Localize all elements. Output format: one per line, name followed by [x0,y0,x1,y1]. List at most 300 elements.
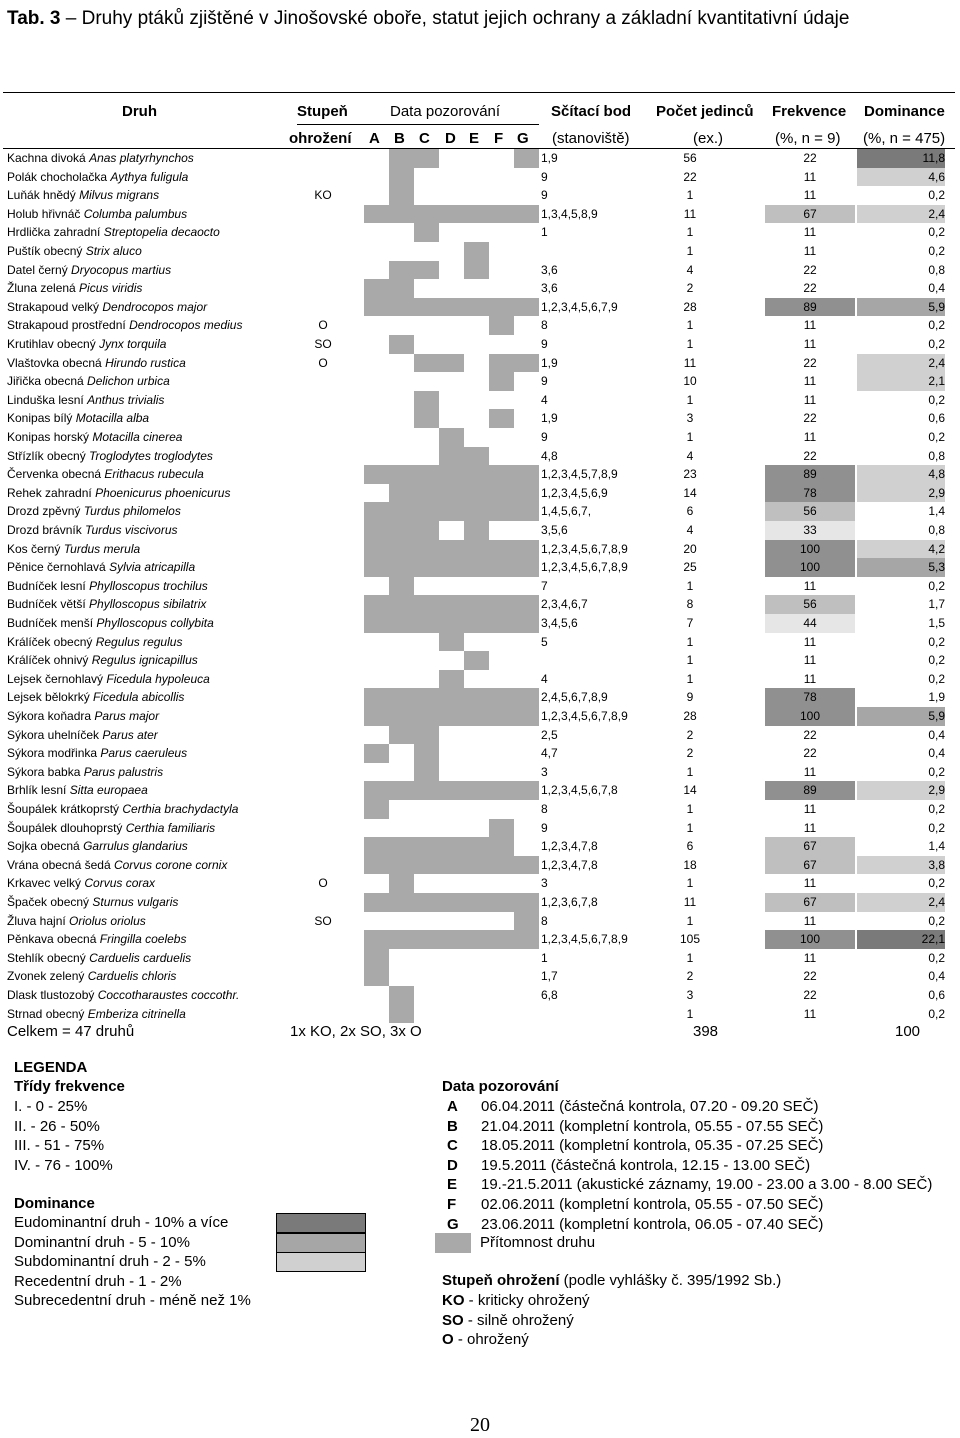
species-latin: Carduelis chloris [87,969,177,984]
count-points: 1 [541,225,548,240]
dominance-value: 0,6 [928,988,945,1002]
species-name [7,541,140,558]
presence-cell-c [414,688,439,707]
table-row [0,763,960,782]
presence-cell-c [414,763,439,782]
species-name [7,913,146,930]
species-czech: Sojka obecná [7,839,84,854]
count-points: 3 [541,764,548,779]
presence-cell-d [439,707,464,726]
presence-cell-c [414,409,439,428]
frequency-value: 11 [765,819,855,838]
presence-cell-f [489,930,514,949]
individual-count: 7 [686,616,694,630]
individual-count: 28 [683,299,697,314]
count-points: 1,2,3,4,5,7,8,9 [541,467,618,482]
species-czech: Linduška lesní [7,392,88,407]
presence-cell-g [514,558,539,577]
individual-count: 1 [686,653,694,668]
legend-frek-item: III. - 51 - 75% [14,1137,105,1155]
presence-cell-d [439,540,464,559]
individual-count: 28 [683,709,697,723]
legend-stupen-item: KO - kriticky ohrožený [442,1292,590,1309]
species-latin: Phylloscopus sibilatrix [89,597,207,612]
legend-date-value: 02.06.2011 (kompletní kontrola, 05.55 - 07.50 SEČ) [481,1196,824,1213]
presence-cell-g [514,781,539,800]
species-czech: Konipas horský [7,430,93,444]
species-latin: Strix aluco [85,244,142,258]
dominance-value: 1,4 [928,504,945,519]
individual-count: 18 [683,857,697,872]
frequency-value: 67 [765,856,855,875]
legend-date-key: B [447,1117,458,1135]
species-latin: Corvus corax [84,876,156,891]
species-name [7,410,149,427]
presence-cell-f [489,614,514,633]
page-number: 20 [470,1414,490,1436]
count-points: 1,2,3,4,7,8 [541,839,598,854]
species-name [7,355,186,372]
dominance-value: 0,2 [928,671,945,686]
presence-cell-g [514,354,539,373]
species-name [7,429,182,446]
presence-cell-c [414,391,439,410]
legend-date-key: F [447,1196,457,1213]
legend-date-key: G [447,1215,459,1233]
species-latin: Garrulus glandarius [83,839,188,854]
header-top-rule [3,92,955,93]
species-czech: Sýkora koňadra [7,709,95,723]
presence-cell-e [464,540,489,559]
dominance-value: 2,9 [857,781,945,800]
presence-cell-e [464,242,489,261]
species-latin: Delichon urbica [87,374,170,389]
species-latin: Parus major [94,709,160,723]
protection-status: O [318,355,328,370]
presence-cell-b [389,279,414,298]
count-points: 3,6 [541,262,558,277]
species-name [7,708,159,725]
table-row [0,800,960,819]
presence-cell-a [364,540,389,559]
individual-count: 1 [686,578,694,593]
dominance-swatch [276,1272,366,1292]
count-points: 8 [541,802,548,816]
individual-count: 1 [686,802,694,816]
count-points: 9 [541,337,548,351]
total-count: 398 [693,1023,719,1040]
count-points: 3,4,5,6 [541,616,578,630]
col-header-dominance: Dominance [864,103,945,120]
presence-cell-d [439,633,464,652]
species-name [7,950,191,967]
presence-cell-f [489,484,514,503]
table-row [0,261,960,280]
table-label: Tab. 3 [7,8,61,29]
frequency-value: 67 [765,893,855,912]
frequency-value: 44 [765,614,855,633]
species-name [7,522,178,539]
frequency-value: 11 [765,912,855,931]
dominance-swatch [276,1252,366,1272]
date-letter-c: C [419,130,430,147]
presence-cell-d [439,558,464,577]
presence-cell-b [389,874,414,893]
count-points: 1,2,3,4,5,6,7,8,9 [541,541,628,556]
individual-count: 1 [686,188,694,203]
species-czech: Konipas bílý [7,411,76,426]
presence-cell-e [464,651,489,670]
presence-cell-c [414,521,439,540]
species-latin: Turdus philomelos [83,504,181,519]
legend-frek-title: Třídy frekvence [14,1078,125,1095]
count-points: 1,2,3,4,5,6,7,8 [541,783,618,798]
dominance-value: 0,4 [928,281,945,296]
individual-count: 1 [686,950,694,965]
table-row [0,186,960,205]
presence-cell-d [439,930,464,949]
species-latin: Columba palumbus [83,206,188,221]
presence-cell-g [514,707,539,726]
dominance-value: 0,2 [928,820,945,835]
species-name [7,262,171,279]
count-points: 4,8 [541,448,558,463]
presence-cell-b [389,726,414,745]
presence-cell-f [489,707,514,726]
table-row [0,986,960,1005]
species-name [7,894,178,911]
species-latin: Sylvia atricapilla [109,560,196,575]
frequency-value: 22 [765,261,855,280]
count-points: 7 [541,578,548,593]
presence-cell-f [489,819,514,838]
dominance-value: 0,2 [928,578,945,593]
presence-cell-e [464,837,489,856]
species-latin: Troglodytes troglodytes [89,448,213,463]
count-points: 1,9 [541,355,558,370]
presence-cell-a [364,521,389,540]
frequency-value: 11 [765,874,855,893]
species-name [7,169,188,186]
count-points: 1,2,3,4,5,6,9 [541,485,608,500]
species-name [7,987,239,1004]
dominance-value: 0,8 [928,523,945,537]
species-latin: Parus caeruleus [100,746,188,761]
species-name [7,578,208,595]
col-header-frekvence: Frekvence [772,103,847,120]
presence-cell-c [414,930,439,949]
presence-cell-d [439,502,464,521]
presence-cell-d [439,428,464,447]
count-points: 3,6 [541,281,558,296]
species-latin: Picus viridis [79,281,143,296]
legend-date-key: D [447,1156,458,1174]
presence-cell-b [389,837,414,856]
table-row [0,670,960,689]
presence-cell-b [389,335,414,354]
dominance-value: 0,2 [928,318,945,333]
presence-cell-d [439,893,464,912]
species-latin: Regulus regulus [95,634,183,649]
presence-cell-g [514,614,539,633]
presence-cell-a [364,781,389,800]
dominance-value: 0,6 [928,411,945,426]
table-row [0,223,960,242]
table-row [0,688,960,707]
dominance-value: 2,1 [857,372,945,391]
dominance-swatch [276,1213,366,1233]
individual-count: 6 [686,504,694,519]
species-name [7,1006,186,1023]
presence-cell-e [464,856,489,875]
presence-cell-b [389,558,414,577]
species-latin: Fringilla coelebs [99,932,187,947]
species-czech: Drozd zpěvný [7,504,84,519]
frequency-value: 11 [765,391,855,410]
dominance-value: 0,4 [928,746,945,761]
individual-count: 4 [686,523,694,537]
individual-count: 1 [686,225,694,240]
table-row [0,372,960,391]
presence-cell-c [414,354,439,373]
presence-cell-f [489,558,514,577]
species-czech: Sýkora modřinka [7,746,101,761]
frequency-value: 11 [765,577,855,596]
individual-count: 1 [686,820,694,835]
table-row [0,651,960,670]
species-czech: Budníček menší [7,616,97,630]
species-latin: Carduelis carduelis [89,950,192,965]
table-row [0,335,960,354]
presence-cell-e [464,558,489,577]
presence-cell-c [414,205,439,224]
table-row [0,242,960,261]
presence-cell-c [414,484,439,503]
species-czech: Červenka obecná [7,467,105,482]
table-row [0,447,960,466]
species-czech: Šoupálek krátkoprstý [7,802,123,816]
legend-frek-item: IV. - 76 - 100% [14,1156,113,1174]
dominance-value: 0,2 [928,337,945,351]
table-row [0,502,960,521]
col-header-druh: Druh [122,103,157,120]
individual-count: 2 [686,969,694,984]
presence-cell-b [389,688,414,707]
dominance-value: 0,2 [928,1006,945,1021]
presence-cell-g [514,595,539,614]
legend-date-value: 06.04.2011 (částečná kontrola, 07.20 - 09.20 SEČ) [481,1098,819,1115]
legend-stupen-item: O - ohrožený [442,1331,529,1349]
species-name [7,317,242,334]
legend-date-key: A [447,1098,458,1115]
species-czech: Pěnkava obecná [7,932,100,947]
count-points: 9 [541,169,548,184]
presence-cell-c [414,558,439,577]
frequency-value: 11 [765,670,855,689]
dominance-value: 0,2 [928,430,945,444]
presence-cell-e [464,484,489,503]
count-points: 1,7 [541,969,558,984]
species-latin: Phylloscopus trochilus [89,578,208,593]
legend-presence: Přítomnost druhu [480,1234,596,1251]
presence-cell-e [464,707,489,726]
species-latin: Emberiza citrinella [87,1006,186,1021]
presence-cell-c [414,707,439,726]
frequency-value: 22 [765,279,855,298]
count-points: 9 [541,820,548,835]
presence-cell-a [364,967,389,986]
protection-status: O [318,318,328,333]
presence-cell-b [389,893,414,912]
species-czech: Strakapoud velký [7,299,103,314]
species-name [7,782,148,799]
total-dominance: 100 [895,1023,921,1040]
species-name [7,615,214,632]
individual-count: 2 [686,727,694,742]
frequency-value: 22 [765,149,855,168]
species-czech: Luňák hnědý [7,188,80,203]
dominance-value: 0,2 [928,950,945,965]
dominance-value: 0,8 [928,262,945,277]
presence-cell-a [364,465,389,484]
frequency-value: 100 [765,707,855,726]
species-czech: Sýkora uhelníček [7,727,103,742]
species-latin: Sturnus vulgaris [92,895,179,909]
dominance-value: 0,4 [928,727,945,742]
protection-status: O [318,876,328,891]
species-name [7,820,215,837]
legend-heading: LEGENDA [14,1059,88,1076]
species-czech: Krutihlav obecný [7,337,100,351]
frequency-value: 56 [765,595,855,614]
species-latin: Dendrocopos major [102,299,208,314]
presence-cell-a [364,856,389,875]
count-points: 6,8 [541,988,558,1002]
presence-cell-e [464,781,489,800]
species-name [7,299,207,316]
individual-count: 1 [686,430,694,444]
presence-cell-a [364,205,389,224]
table-title [7,4,947,34]
species-czech: Vlaštovka obecná [7,355,106,370]
table-row [0,279,960,298]
count-points: 3,5,6 [541,523,568,537]
presence-cell-g [514,912,539,931]
species-latin: Dryocopus martius [71,262,172,277]
col-subheader-frek-n: (%, n = 9) [775,130,841,147]
species-name [7,875,155,892]
table-row [0,819,960,838]
species-czech: Brhlík lesní [7,783,70,798]
protection-status: KO [314,188,332,203]
table-row [0,744,960,763]
legend-dom-item: Subrecedentní druh - méně než 1% [14,1292,251,1310]
frequency-value: 89 [765,781,855,800]
count-points: 5 [541,634,548,649]
count-points: 1,2,3,4,5,6,7,9 [541,299,618,314]
total-species: Celkem = 47 druhů [7,1023,135,1040]
presence-cell-b [389,521,414,540]
species-name [7,596,206,613]
date-letter-d: D [445,130,456,147]
col-subheader-dom-n: (%, n = 475) [863,130,946,147]
count-points: 2,5 [541,727,558,742]
presence-cell-d [439,614,464,633]
species-czech: Zvonek zelený [7,969,88,984]
frequency-value: 22 [765,967,855,986]
col-header-scitaci-bod: Sčítací bod [551,103,632,120]
date-letter-f: F [494,130,504,147]
frequency-value: 11 [765,763,855,782]
count-points: 4 [541,392,548,407]
individual-count: 10 [683,374,697,389]
species-czech: Střízlík obecný [7,448,90,463]
species-latin: Oriolus oriolus [69,913,146,928]
dominance-value: 5,9 [857,298,945,317]
table-row [0,912,960,931]
presence-cell-c [414,223,439,242]
dominance-value: 22,1 [857,930,945,949]
presence-cell-g [514,205,539,224]
legend-date-key: C [447,1137,458,1155]
dominance-value: 11,8 [857,149,945,168]
legend-stupen-title: Stupeň ohrožení (podle vyhlášky č. 395/1992 Sb.) [442,1272,782,1289]
count-points: 8 [541,913,548,928]
dominance-value: 0,2 [928,913,945,928]
frequency-value: 22 [765,354,855,373]
presence-cell-f [489,502,514,521]
species-czech: Králíček ohnivý [7,653,92,668]
individual-count: 11 [683,206,697,221]
species-latin: Hirundo rustica [105,355,186,370]
individual-count: 11 [683,355,697,370]
count-points: 2,3,4,6,7 [541,597,588,612]
protection-status: SO [314,337,332,351]
presence-cell-e [464,893,489,912]
presence-cell-c [414,261,439,280]
count-points: 9 [541,374,548,389]
table-row [0,595,960,614]
header-rule-data [367,124,539,125]
dominance-value: 4,2 [857,540,945,559]
species-name [7,485,230,502]
presence-cell-g [514,930,539,949]
presence-cell-b [389,186,414,205]
dominance-value: 2,4 [857,205,945,224]
table-row [0,837,960,856]
table-row [0,726,960,745]
presence-cell-c [414,149,439,168]
total-status: 1x KO, 2x SO, 3x O [290,1023,422,1040]
dominance-value: 0,2 [928,764,945,779]
presence-cell-f [489,316,514,335]
individual-count: 20 [683,541,697,556]
presence-cell-f [489,688,514,707]
frequency-value: 100 [765,930,855,949]
species-latin: Parus palustris [83,764,164,779]
table-row [0,205,960,224]
frequency-value: 11 [765,949,855,968]
presence-cell-b [389,1005,414,1024]
table-row [0,316,960,335]
dominance-value: 0,2 [928,188,945,203]
species-name [7,503,181,520]
col-subheader-stanoviste: (stanoviště) [552,130,630,147]
species-latin: Jynx torquila [99,337,167,351]
frequency-value: 11 [765,372,855,391]
species-latin: Motacilla cinerea [92,430,183,444]
species-latin: Turdus viscivorus [85,523,178,537]
